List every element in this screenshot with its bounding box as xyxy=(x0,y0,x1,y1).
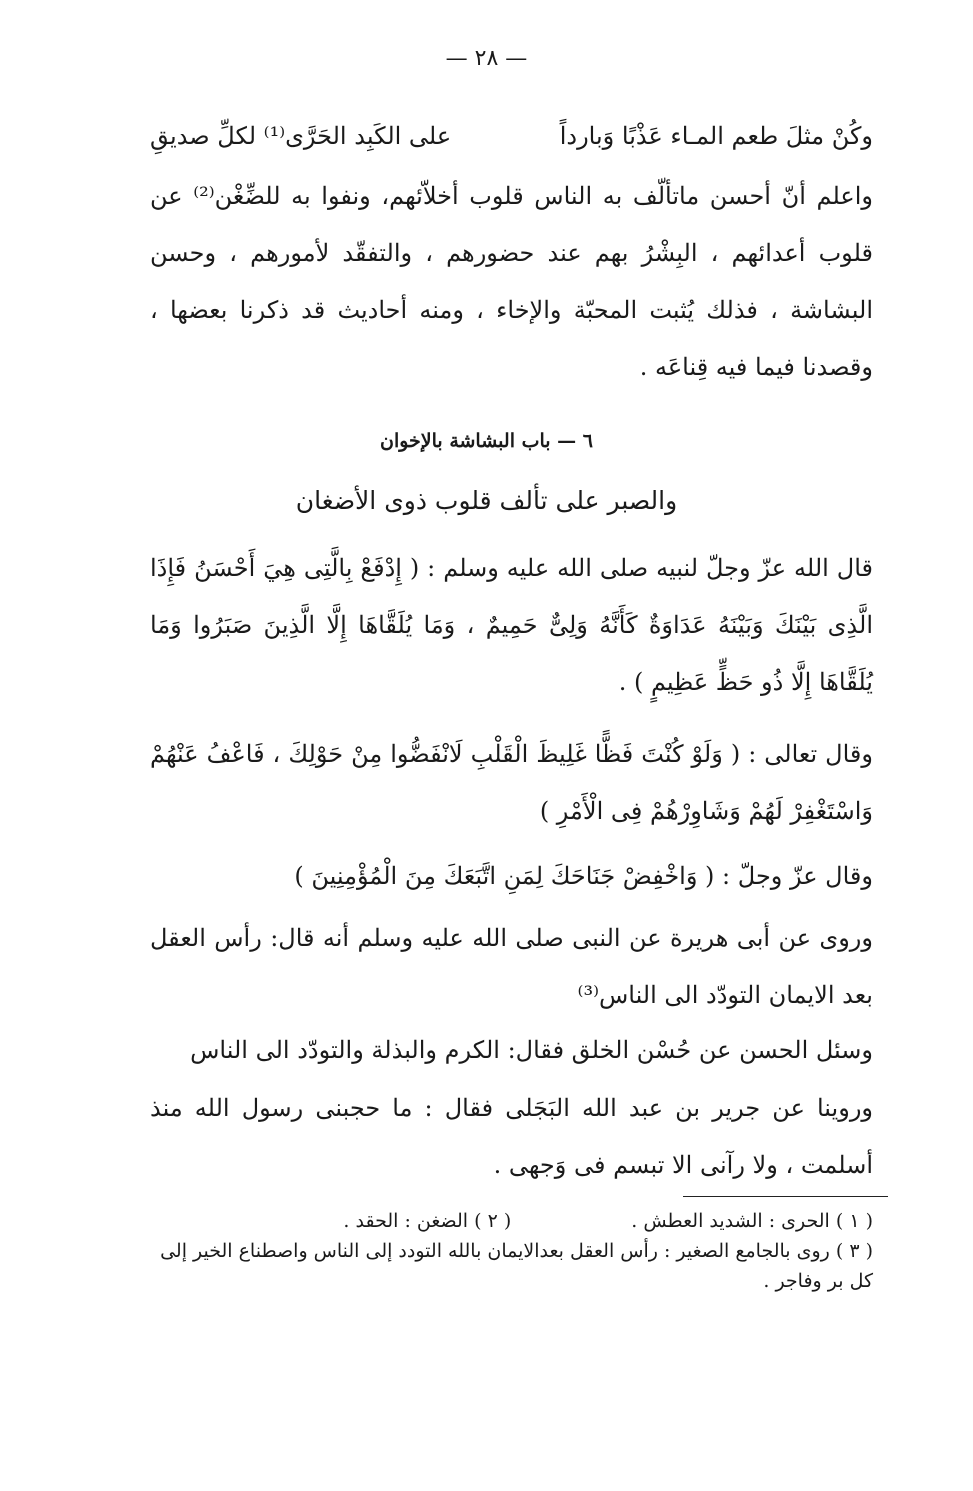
footnote-divider xyxy=(683,1196,888,1197)
line-quran-lower-wing: وقال عزّ وجلّ : ( وَاخْفِضْ جَنَاحَكَ لِمَنِ اتَّبَعَكَ مِنَ الْمُؤْمِنِينَ ) xyxy=(294,862,873,890)
verse-first-hemistich: وكُنْ مثلَ طعم المـاء عَذْبًا وَبارداً xyxy=(559,122,873,150)
footnote-3: ( ٣ ) روى بالجامع الصغير : رأس العقل بعدالايمان بالله التودد إلى الناس واصطناع الخير إلى كل بر وفاجر . xyxy=(160,1240,873,1292)
page-number: — ٢٨ — xyxy=(445,46,528,71)
footnotes xyxy=(150,1206,873,1296)
paragraph-kindness: واعلم أنّ أحسن ماتألّف به الناس قلوب أخلاّئهم، ونفوا به للضِّغْن⁽²⁾ عن قلوب أعدائهم ، البِشْرُ بهم عند حضورهم ، والتفقّد لأمورهم ، وحسن البشاشة ، فذلك يُثبت المحبّة والإخاء ، ومنه أحاديث قد ذكرنا بعضها ، وقصدنا فيما فيه قِناعَه . xyxy=(150,182,873,381)
paragraph-jarir: وروينا عن جرير بن عبد الله البَجَلى فقال : ما حجبنى رسول الله منذ أسلمت ، ولا رآنى الا تبسم فى وَجهى . xyxy=(150,1094,873,1179)
poetry-verse xyxy=(150,122,873,150)
footnote-2: ( ٢ ) الضغن : الحقد . xyxy=(343,1210,512,1232)
paragraph-quran-harsh: وقال تعالى : ( وَلَوْ كُنْتَ فَظًّا غَلِيظَ الْقَلْبِ لَانْفَضُّوا مِنْ حَوْلِكَ ، فَاعْفُ عَنْهُمْ وَاسْتَغْفِرْ لَهُمْ وَشَاوِرْهُمْ فِى الْأَمْرِ ) xyxy=(150,740,873,825)
section-heading: ٦ — باب البشاشة بالإخوان xyxy=(380,430,593,452)
paragraph-quran-repel: قال الله عزّ وجلّ لنبيه صلى الله عليه وسلم : ( إِدْفَعْ بِالَّتِى هِيَ أَحْسَنُ فَإِذَا الَّذِى بَيْنَكَ وَبَيْنَهُ عَدَاوَةٌ كَأَنَّهُ وَلِىٌّ حَمِيمٌ ، وَمَا يُلَقَّاهَا إِلَّا الَّذِينَ صَبَرُوا وَمَا يُلَقَّاهَا إِلَّا ذُو حَظٍّ عَظِيمٍ ) . xyxy=(150,554,873,696)
paragraph-hadith-abu-hurayra: وروى عن أبى هريرة عن النبى صلى الله عليه وسلم أنه قال: رأس العقل بعد الايمان التودّد الى الناس⁽³⁾ xyxy=(150,924,873,1009)
footnote-1: ( ١ ) الحرى : الشديد العطش . xyxy=(631,1210,873,1232)
verse-second-hemistich: على الكَبِد الحَرَّى⁽¹⁾ لكلِّ صديقِ xyxy=(150,122,452,150)
line-hasan-good-character: وسئل الحسن عن حُسْن الخلق فقال: الكرم والبذلة والتودّد الى الناس xyxy=(190,1036,873,1064)
section-subheading: والصبر على تألف قلوب ذوى الأضغان xyxy=(295,486,678,515)
